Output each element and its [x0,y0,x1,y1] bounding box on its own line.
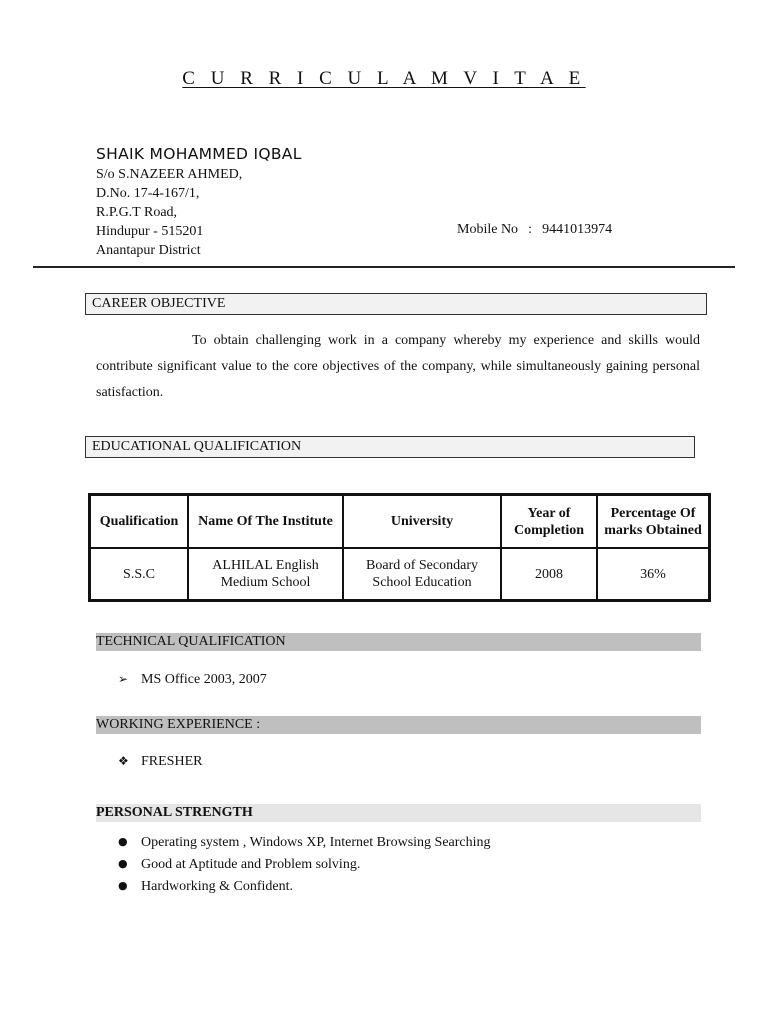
technical-heading: TECHNICAL QUALIFICATION [96,633,701,651]
list-item-text: Good at Aptitude and Problem solving. [141,857,361,872]
list-item [118,854,491,876]
education-table [88,493,711,602]
column-header: Percentage Of marks Obtained [597,495,709,548]
column-header: Qualification [90,495,188,548]
mobile-label: Mobile No [457,222,519,237]
table-row [90,548,709,600]
dot-bullet-icon: ● [118,879,128,892]
list-item-text: Operating system , Windows XP, Internet Browsing Searching [141,835,491,850]
mobile-separator: : [528,222,532,237]
column-header: Name Of The Institute [188,495,343,548]
mobile-number [457,222,612,238]
address-line-road: R.P.G.T Road, [96,205,178,220]
address-line-city: Hindupur - 515201 [96,224,204,239]
address-line-door-no: D.No. 17-4-167/1, [96,186,200,201]
dot-bullet-icon: ● [118,857,128,870]
mobile-value: 9441013974 [542,222,613,237]
list-item-text: MS Office 2003, 2007 [141,672,267,687]
table-cell: Board of Secondary School Education [343,548,501,600]
list-item [118,670,267,689]
candidate-name: SHAIK MOHAMMED IQBAL [96,145,302,163]
list-item-text: FRESHER [141,754,203,769]
document-title: C U R R I C U L A M V I T A E [182,68,586,89]
career-objective-body: To obtain challenging work in a company whereby my experience and skills would contribute significant value to the core objectives of the company, while simultaneously gaining personal satisfaction. [96,333,700,400]
table-cell: 36% [597,548,709,600]
career-objective-text [96,328,700,406]
strength-heading: PERSONAL STRENGTH [96,804,701,822]
education-heading: EDUCATIONAL QUALIFICATION [85,436,695,458]
header-divider [33,266,735,268]
career-objective-heading: CAREER OBJECTIVE [85,293,707,315]
table-header-row [90,495,709,548]
strength-list [118,832,491,898]
arrow-bullet-icon: ➢ [118,672,129,686]
list-item-text: Hardworking & Confident. [141,879,294,894]
list-item [118,832,491,854]
diamond-bullet-icon: ❖ [118,754,129,768]
address-line-guardian: S/o S.NAZEER AHMED, [96,167,243,182]
list-item [118,752,202,771]
table-cell: S.S.C [90,548,188,600]
list-item [118,876,491,898]
column-header: University [343,495,501,548]
column-header: Year of Completion [501,495,597,548]
address-line-district: Anantapur District [96,243,201,258]
table-cell: 2008 [501,548,597,600]
table-cell: ALHILAL English Medium School [188,548,343,600]
dot-bullet-icon: ● [118,835,128,848]
experience-heading: WORKING EXPERIENCE : [96,716,701,734]
